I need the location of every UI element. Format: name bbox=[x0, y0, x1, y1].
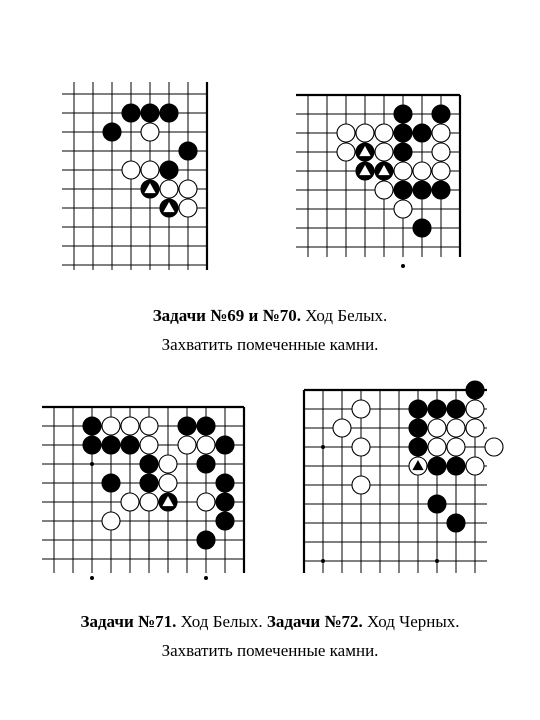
black-stone bbox=[428, 400, 446, 418]
white-stone bbox=[141, 123, 159, 141]
black-stone bbox=[102, 474, 120, 492]
black-stone bbox=[179, 142, 197, 160]
white-stone bbox=[141, 161, 159, 179]
white-stone bbox=[394, 162, 412, 180]
white-stone bbox=[432, 162, 450, 180]
black-stone bbox=[102, 436, 120, 454]
black-stone bbox=[394, 181, 412, 199]
white-stone bbox=[375, 143, 393, 161]
caption-bottom-rest: Ход Черных. bbox=[362, 612, 460, 631]
star-point bbox=[321, 445, 325, 449]
white-stone bbox=[413, 162, 431, 180]
black-stone bbox=[394, 105, 412, 123]
caption-bottom-bold-2: Задачи №72. bbox=[266, 612, 363, 631]
caption-top-rest: Ход Белых. bbox=[300, 306, 388, 325]
black-stone bbox=[83, 436, 101, 454]
white-stone bbox=[102, 512, 120, 530]
black-stone bbox=[122, 104, 140, 122]
star-point bbox=[401, 264, 405, 268]
black-stone bbox=[394, 124, 412, 142]
black-stone bbox=[216, 436, 234, 454]
black-stone bbox=[216, 512, 234, 530]
black-stone bbox=[140, 474, 158, 492]
black-stone bbox=[413, 219, 431, 237]
caption-top-bold: Задачи №69 и №70. bbox=[152, 306, 301, 325]
white-stone bbox=[375, 124, 393, 142]
white-stone bbox=[352, 400, 370, 418]
black-stone bbox=[197, 417, 215, 435]
white-stone bbox=[337, 143, 355, 161]
black-stone bbox=[466, 381, 484, 399]
black-stone bbox=[121, 436, 139, 454]
black-stone bbox=[197, 531, 215, 549]
caption-top-line2: Захватить помеченные камни. bbox=[161, 335, 379, 354]
white-stone bbox=[356, 124, 374, 142]
star-point bbox=[90, 576, 94, 580]
star-point bbox=[321, 559, 325, 563]
white-stone bbox=[466, 419, 484, 437]
black-stone bbox=[216, 493, 234, 511]
board-problem-71 bbox=[40, 396, 276, 588]
black-stone bbox=[409, 438, 427, 456]
black-stone bbox=[413, 181, 431, 199]
white-stone bbox=[333, 419, 351, 437]
white-stone bbox=[447, 438, 465, 456]
board-problem-72 bbox=[290, 372, 510, 584]
black-stone bbox=[103, 123, 121, 141]
white-stone bbox=[122, 161, 140, 179]
star-point bbox=[90, 462, 94, 466]
white-stone bbox=[140, 417, 158, 435]
board-problem-69 bbox=[60, 70, 225, 270]
white-stone bbox=[466, 400, 484, 418]
black-stone bbox=[447, 514, 465, 532]
white-stone bbox=[121, 417, 139, 435]
board-problem-70 bbox=[294, 84, 474, 280]
white-stone bbox=[197, 436, 215, 454]
black-stone bbox=[141, 104, 159, 122]
black-stone bbox=[160, 161, 178, 179]
white-stone bbox=[394, 200, 412, 218]
white-stone bbox=[140, 436, 158, 454]
black-stone bbox=[409, 400, 427, 418]
black-stone bbox=[394, 143, 412, 161]
black-stone bbox=[447, 457, 465, 475]
black-stone bbox=[413, 124, 431, 142]
caption-bottom-line2: Захватить помеченные камни. bbox=[161, 641, 379, 660]
black-stone bbox=[409, 419, 427, 437]
caption-bottom bbox=[0, 612, 540, 632]
white-stone bbox=[160, 180, 178, 198]
white-stone bbox=[140, 493, 158, 511]
black-stone bbox=[160, 104, 178, 122]
star-point bbox=[204, 576, 208, 580]
white-stone bbox=[485, 438, 503, 456]
white-stone bbox=[432, 143, 450, 161]
star-point bbox=[435, 559, 439, 563]
caption-bottom-bold-1: Задачи №71. bbox=[80, 612, 177, 631]
white-stone bbox=[375, 181, 393, 199]
caption-bottom-mid: Ход Белых. bbox=[176, 612, 267, 631]
white-stone bbox=[159, 455, 177, 473]
black-stone bbox=[197, 455, 215, 473]
white-stone bbox=[428, 419, 446, 437]
white-stone bbox=[337, 124, 355, 142]
black-stone bbox=[216, 474, 234, 492]
white-stone bbox=[121, 493, 139, 511]
white-stone bbox=[197, 493, 215, 511]
white-stone bbox=[179, 180, 197, 198]
white-stone bbox=[447, 419, 465, 437]
caption-top bbox=[0, 306, 540, 326]
black-stone bbox=[140, 455, 158, 473]
black-stone bbox=[432, 105, 450, 123]
black-stone bbox=[428, 495, 446, 513]
white-stone bbox=[102, 417, 120, 435]
white-stone bbox=[178, 436, 196, 454]
white-stone bbox=[352, 476, 370, 494]
black-stone bbox=[83, 417, 101, 435]
white-stone bbox=[352, 438, 370, 456]
white-stone bbox=[432, 124, 450, 142]
black-stone bbox=[432, 181, 450, 199]
white-stone bbox=[159, 474, 177, 492]
black-stone bbox=[447, 400, 465, 418]
white-stone bbox=[466, 457, 484, 475]
white-stone bbox=[179, 199, 197, 217]
black-stone bbox=[178, 417, 196, 435]
white-stone bbox=[428, 438, 446, 456]
black-stone bbox=[428, 457, 446, 475]
